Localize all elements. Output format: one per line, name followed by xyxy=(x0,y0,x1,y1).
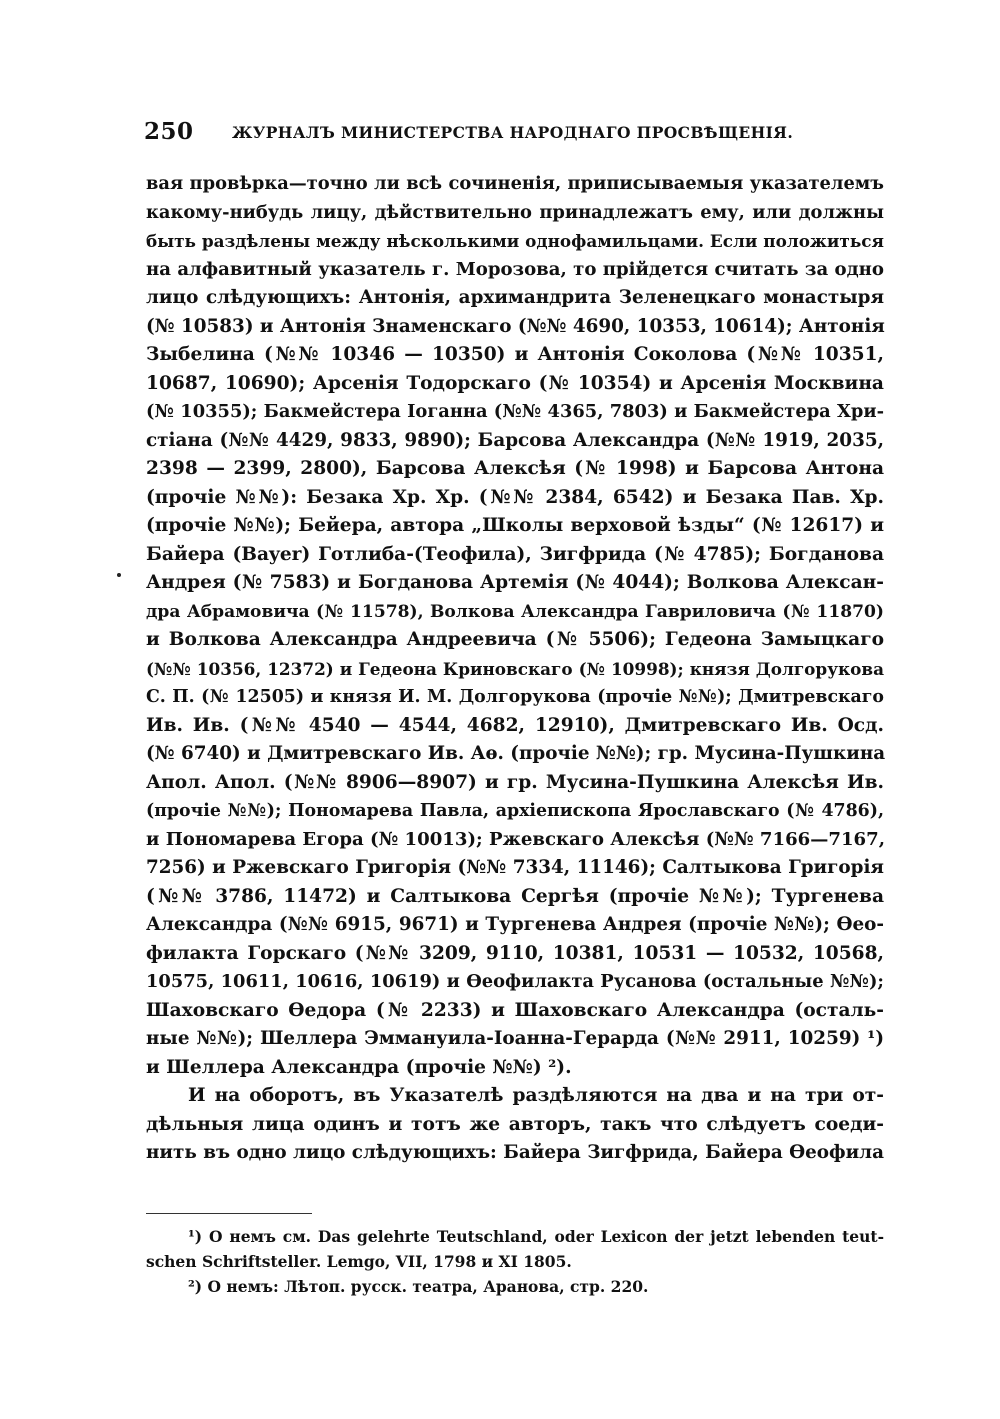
text-line: и Шеллера Александра (прочіе №№) ²). xyxy=(146,1056,572,1078)
main-text xyxy=(146,170,884,1168)
text-line: С. П. (№ 12505) и князя И. М. Долгорукова (прочіе №№); Дмитревскаго xyxy=(146,687,884,707)
text-line: быть раздѣлены между нѣсколькими однофамильцами. Если положиться xyxy=(146,231,884,251)
text-line: лицо слѣдующихъ: Антонія, архимандрита Зеленецкаго монастыря xyxy=(146,287,884,308)
text-line: 7256) и Ржевскаго Григорія (№№ 7334, 11146); Салтыкова Григорія xyxy=(146,857,884,878)
text-line: (№№ 10356, 12372) и Гедеона Криновскаго (№ 10998); князя Долгорукова xyxy=(146,658,884,679)
text-line: какому-нибудь лицу, дѣйствительно принадлежатъ ему, или должны xyxy=(146,201,884,223)
footnote-divider xyxy=(146,1213,312,1214)
text-line: филакта Горскаго (№№ 3209, 9110, 10381, 10531 — 10532, 10568, xyxy=(146,942,884,964)
text-line: и Пономарева Егора (№ 10013); Ржевскаго Алексѣя (№№ 7166—7167, xyxy=(146,828,886,850)
page-header xyxy=(144,118,884,148)
text-line: Александра (№№ 6915, 9671) и Тургенева Андрея (прочіе №№); Ѳео- xyxy=(146,914,884,935)
text-line: (№ 10355); Бакмейстера Іоганна (№№ 4365, 7803) и Бакмейстера Хри- xyxy=(146,401,884,422)
text-line: 2398 — 2399, 2800), Барсова Алексѣя (№ 1998) и Барсова Антона xyxy=(146,458,884,479)
text-line: Шаховскаго Ѳедора (№ 2233) и Шаховскаго Александра (осталь- xyxy=(146,999,884,1021)
text-line: Апол. Апол. (№№ 8906—8907) и гр. Мусина-Пушкина Алексѣя Ив. xyxy=(146,771,884,793)
text-line: Зыбелина (№№ 10346 — 10350) и Антонія Соколова (№№ 10351, xyxy=(146,344,884,365)
text-line: Ив. Ив. (№№ 4540 — 4544, 4682, 12910), Дмитревскаго Ив. Осд. xyxy=(146,714,884,736)
text-line: стіана (№№ 4429, 9833, 9890); Барсова Александра (№№ 1919, 2035, xyxy=(146,429,884,451)
footnote-2: ²) О немъ: Лѣтоп. русск. театра, Аранова, стр. 220. xyxy=(188,1277,649,1296)
paragraph-2 xyxy=(146,1082,884,1168)
text-line: дра Абрамовича (№ 11578), Волкова Александра Гавриловича (№ 11870) xyxy=(146,601,884,622)
running-title: ЖУРНАЛЪ МИНИСТЕРСТВА НАРОДНАГО ПРОСВѢЩЕНІЯ. xyxy=(232,123,794,142)
text-line: Андрея (№ 7583) и Богданова Артемія (№ 4044); Волкова Алексан- xyxy=(146,572,884,593)
page-number: 250 xyxy=(144,118,194,145)
text-line: и Волкова Александра Андреевича (№ 5506); Гедеона Замыцкаго xyxy=(146,629,884,650)
text-line: на алфавитный указатель г. Морозова, то прійдется считать за одно xyxy=(146,258,884,280)
text-line: дѣльныя лица одинъ и тотъ же авторъ, такъ что слѣдуетъ соеди- xyxy=(146,1113,884,1135)
text-line: вая провѣрка—точно ли всѣ сочиненія, приписываемыя указателемъ xyxy=(146,173,884,194)
margin-mark xyxy=(117,573,121,577)
text-line: ные №№); Шеллера Эммануила-Іоанна-Герарда (№№ 2911, 10259) ¹) xyxy=(146,1028,884,1049)
text-line: Байера (Bayer) Готлиба-(Теофила), Зигфрида (№ 4785); Богданова xyxy=(146,543,884,565)
text-line: (№ 10583) и Антонія Знаменскаго (№№ 4690, 10353, 10614); Антонія xyxy=(146,315,885,337)
text-line: (№№ 3786, 11472) и Салтыкова Сергѣя (прочіе №№); Тургенева xyxy=(146,885,884,907)
paragraph-1 xyxy=(146,170,884,1082)
text-line: (прочіе №№): Безака Хр. Хр. (№№ 2384, 6542) и Безака Пав. Хр. xyxy=(146,486,884,508)
footnote-1-continued: schen Schriftsteller. Lemgo, VII, 1798 и XI 1805. xyxy=(146,1252,572,1271)
text-line: (прочіе №№); Пономарева Павла, архіепископа Ярославскаго (№ 4786), xyxy=(146,801,884,821)
text-line: нить въ одно лицо слѣдующихъ: Байера Зигфрида, Байера Ѳеофила xyxy=(146,1142,884,1163)
text-line: (№ 6740) и Дмитревскаго Ив. Аѳ. (прочіе №№); гр. Мусина-Пушкина xyxy=(146,743,886,764)
text-line: (прочіе №№); Бейера, автора „Школы верховой ѣзды“ (№ 12617) и xyxy=(146,515,884,536)
footnote-1: ¹) О немъ см. Das gelehrte Teutschland, oder Lexicon der jetzt lebenden teut- xyxy=(188,1227,884,1246)
text-line: И на оборотъ, въ Указателѣ раздѣляются на два и на три от- xyxy=(188,1085,884,1106)
footnotes xyxy=(146,1224,884,1299)
text-line: 10687, 10690); Арсенія Тодорскаго (№ 10354) и Арсенія Москвина xyxy=(146,372,884,394)
text-line: 10575, 10611, 10616, 10619) и Ѳеофилакта Русанова (остальные №№); xyxy=(146,971,884,992)
